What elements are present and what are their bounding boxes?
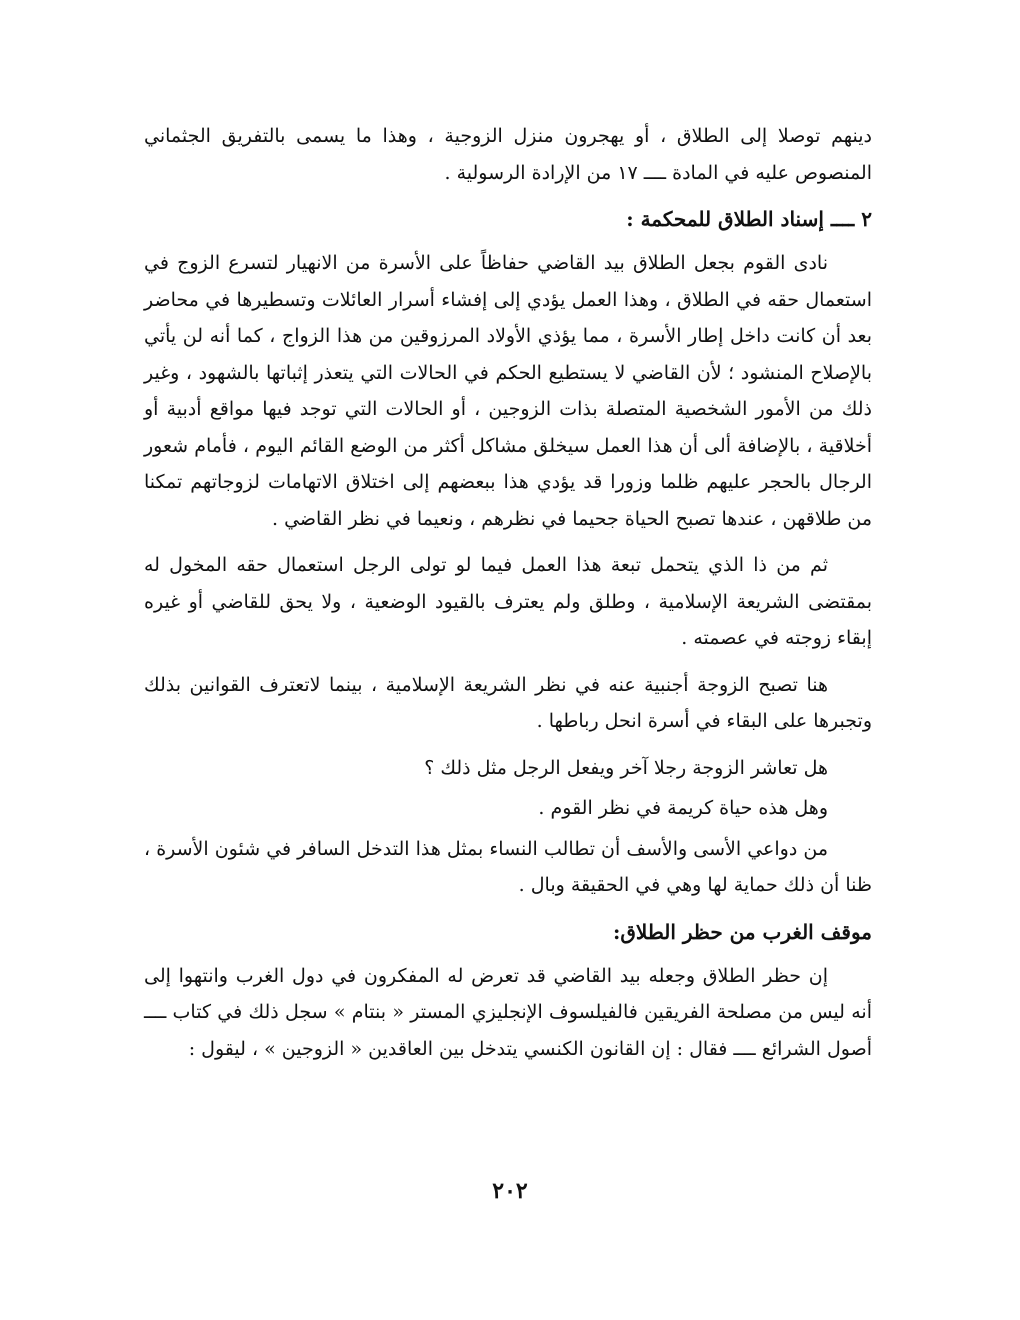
paragraph-west-thinkers: إن حظر الطلاق وجعله بيد القاضي قد تعرض له المفكرون في دول الغرب وانتهوا إلى أنه ليس من مصلحة الفريقين فالفيلسوف الإنجليزي المستر « بنتام » سجل ذلك في كتاب ــــ أصول الشرائع ــــ فقال : إن القانون الكنسي يتدخل بين العاقدين « الزوجين » ، ليقول : [144,964,872,1060]
paragraph-regret-interference: من دواعي الأسى والأسف أن تطالب النساء بمثل هذا التدخل السافر في شئون الأسرة ، ظنا أن ذلك حماية لها وهي في الحقيقة وبال . [144,837,872,896]
page-number: ٢٠٢ [492,1178,528,1204]
paragraph-question-two: وهل هذه حياة كريمة في نظر القوم . [538,797,828,819]
section-heading-court-divorce: ٢ ــــ إسناد الطلاق للمحكمة : [626,207,872,231]
paragraph-court-divorce-argument: نادى القوم بجعل الطلاق بيد القاضي حفاظاً على الأسرة من الانهيار لتسرع الزوج في استعمال حقه في الطلاق ، وهذا العمل يؤدي إلى إفشاء أسرار العائلات وتسطيرها في محاضر بعد أن كانت داخل إطار الأسرة ، مما يؤذي الأولاد المرزوقين من هذا الزواج ، كما أنه لن يأتي بالإصلاح المنشود ؛ لأن القاضي لا يستطيع الحكم في الحالات التي يتعذر إثباتها بالشهود ، وغير ذلك من الأمور الشخصية المتصلة بذات الزوجين ، أو الحالات التي توجد فيها مواقع أدبية أو أخلاقية ، بالإضافة ألى أن هذا العمل سيخلق مشاكل أكثر من الوضع القائم اليوم ، فأمام شعور الرجال بالحجر عليهم ظلما وزورا قد يؤدي هذا ببعضهم إلى اختلاق الاتهامات لزوجاتهم تمكنا من طلاقهن ، عندها تصبح الحياة جحيما في نظرهم ، ونعيما في نظر القاضي . [144,252,872,530]
paragraph-separation-continued: دينهم توصلا إلى الطلاق ، أو يهجرون منزل الزوجية ، وهذا ما يسمى بالتفريق الجثماني المنصوص عليه في المادة ــــ ١٧ من الإرادة الرسولية . [144,125,872,184]
paragraph-question-one: هل تعاشر الزوجة رجلا آخر ويفعل الرجل مثل ذلك ؟ [424,756,828,779]
paragraph-wife-foreign-status: هنا تصبح الزوجة أجنبية عنه في نظر الشريعة الإسلامية ، بينما لاتعترف القوانين بذلك وتجبرها على البقاء في أسرة انحل رباطها . [144,673,872,732]
paragraph-responsibility-question: ثم من ذا الذي يتحمل تبعة هذا العمل فيما لو تولى الرجل استعمال حقه المخول له بمقتضى الشريعة الإسلامية ، وطلق ولم يعترف بالقيود الوضعية ، ولا يحق للقاضي أو غيره إبقاء زوجته في عصمته . [144,554,872,649]
page-body [144,118,872,1077]
section-heading-west-position: موقف الغرب من حظر الطلاق: [613,919,872,944]
